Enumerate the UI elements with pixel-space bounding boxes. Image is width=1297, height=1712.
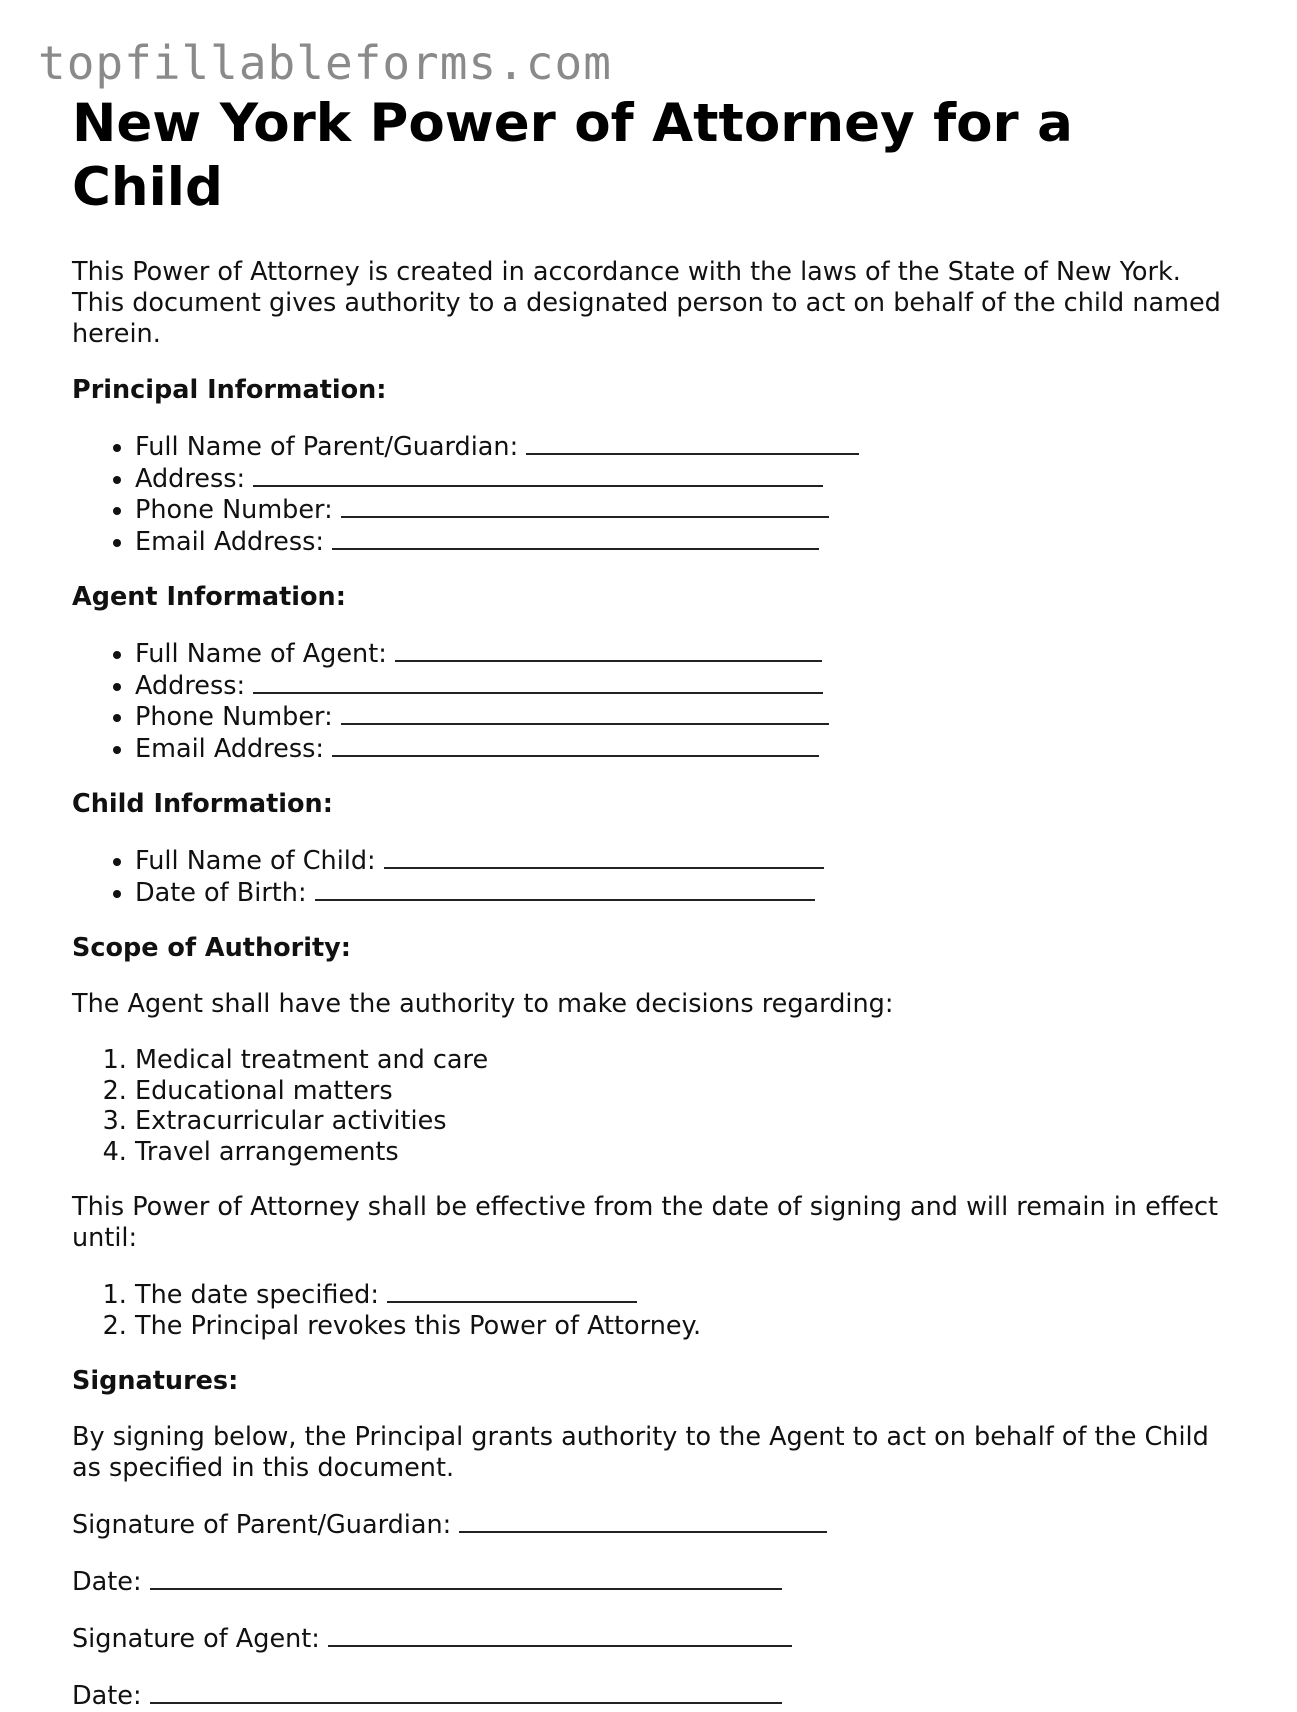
field-label: Email Address:: [135, 526, 324, 557]
effective-text: This Power of Attorney shall be effective from the date of signing and will remain in effect until:: [72, 1192, 1219, 1254]
field-label: Full Name of Agent:: [135, 639, 387, 670]
field-label: Signature of Parent/Guardian:: [72, 1510, 452, 1541]
signatures-text: By signing below, the Principal grants authority to the Agent to act on behalf of the Child as specified in this document.: [72, 1422, 1209, 1484]
principal-phone-item: [135, 494, 1232, 526]
effective-revoke-item: 2. The Principal revokes this Power of Attorney.: [135, 1311, 1232, 1342]
principal-address-item: [135, 463, 1232, 495]
agent-address-item: [135, 670, 1232, 702]
parent-signature-field[interactable]: [459, 1509, 827, 1533]
child-dob-item: [135, 877, 1232, 909]
field-label: Phone Number:: [135, 702, 333, 733]
document-title: New York Power of Attorney for a Child: [72, 93, 1073, 218]
principal-email-field[interactable]: [332, 526, 819, 550]
field-label: Email Address:: [135, 733, 324, 764]
child-dob-field[interactable]: [315, 877, 815, 901]
watermark: topfillableforms.com: [38, 36, 612, 90]
date-field-2[interactable]: [150, 1680, 782, 1704]
principal-fields: [72, 431, 1232, 557]
scope-list: [72, 1045, 1232, 1167]
child-fields: [72, 845, 1232, 908]
field-label: Date of Birth:: [135, 877, 307, 908]
field-label: Address:: [135, 670, 246, 701]
agent-heading: Agent Information:: [72, 582, 346, 613]
child-name-field[interactable]: [384, 845, 824, 869]
scope-text: The Agent shall have the authority to make decisions regarding:: [72, 989, 894, 1020]
field-label: The date specified:: [135, 1280, 379, 1311]
effective-date-item: [135, 1279, 1232, 1311]
principal-address-field[interactable]: [253, 463, 823, 487]
scope-item: 1. Medical treatment and care: [135, 1045, 1232, 1076]
field-label: Phone Number:: [135, 495, 333, 526]
principal-email-item: [135, 526, 1232, 558]
field-label: Address:: [135, 463, 246, 494]
signatures-heading: Signatures:: [72, 1366, 239, 1397]
field-label: Date:: [72, 1567, 142, 1598]
scope-heading: Scope of Authority:: [72, 933, 351, 964]
agent-email-field[interactable]: [332, 733, 819, 757]
document-page: [72, 92, 1232, 1712]
specified-date-field[interactable]: [387, 1279, 637, 1303]
date-line-1: [72, 1566, 1232, 1598]
principal-phone-field[interactable]: [341, 494, 829, 518]
principal-name-field[interactable]: [526, 431, 859, 455]
field-label: Signature of Agent:: [72, 1624, 320, 1655]
child-heading: Child Information:: [72, 789, 333, 820]
intro-paragraph: This Power of Attorney is created in accordance with the laws of the State of New York. This document gives authority to a designated person to act on behalf of the child named herein.: [72, 257, 1221, 350]
agent-email-item: [135, 733, 1232, 765]
date-field-1[interactable]: [150, 1566, 782, 1590]
field-label: Full Name of Parent/Guardian:: [135, 432, 519, 463]
agent-phone-field[interactable]: [341, 701, 829, 725]
agent-signature-line: [72, 1623, 1232, 1655]
child-name-item: [135, 845, 1232, 877]
principal-name-item: [135, 431, 1232, 463]
principal-heading: Principal Information:: [72, 375, 387, 406]
parent-signature-line: [72, 1509, 1232, 1541]
field-label: Full Name of Child:: [135, 846, 376, 877]
agent-address-field[interactable]: [253, 670, 823, 694]
field-label: Date:: [72, 1681, 142, 1712]
agent-phone-item: [135, 701, 1232, 733]
effective-list: [72, 1279, 1232, 1341]
scope-item: 4. Travel arrangements: [135, 1137, 1232, 1168]
scope-item: 3. Extracurricular activities: [135, 1106, 1232, 1137]
date-line-2: [72, 1680, 1232, 1712]
agent-fields: [72, 638, 1232, 764]
agent-name-field[interactable]: [395, 638, 822, 662]
scope-item: 2. Educational matters: [135, 1076, 1232, 1107]
agent-signature-field[interactable]: [328, 1623, 792, 1647]
agent-name-item: [135, 638, 1232, 670]
